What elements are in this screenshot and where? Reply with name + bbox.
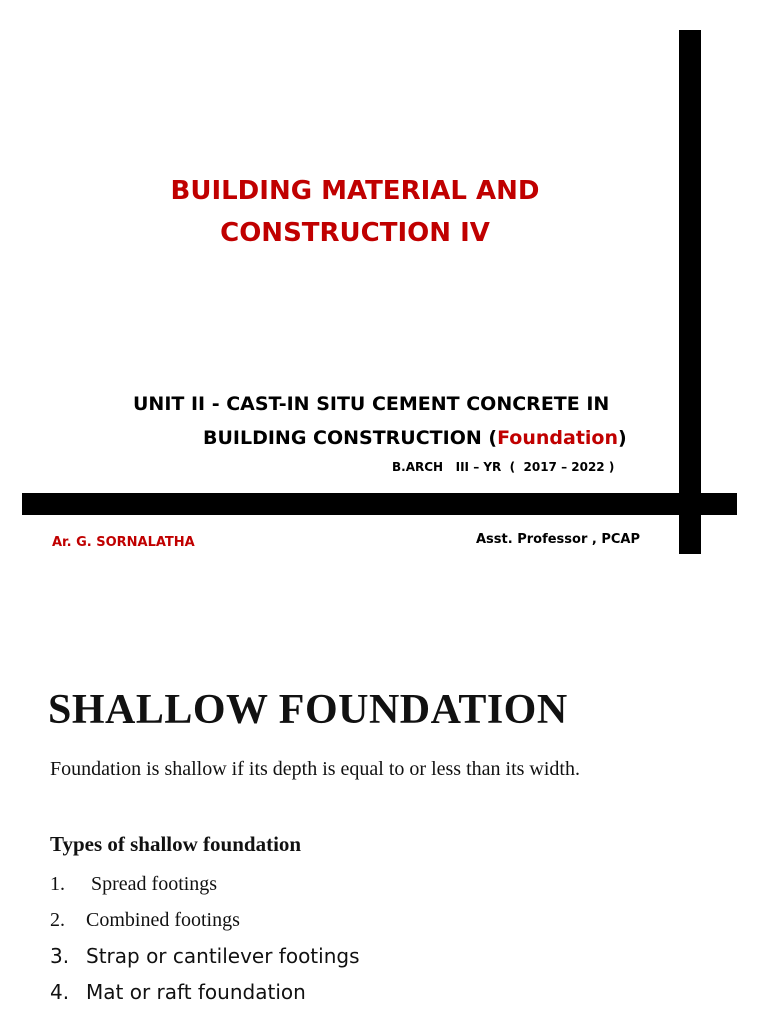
list-item-text: Strap or cantilever footings [86, 944, 360, 968]
unit-title-line-1: UNIT II - CAST-IN SITU CEMENT CONCRETE IN [133, 393, 610, 415]
slide-title-line-1: BUILDING MATERIAL AND [170, 176, 540, 206]
types-list [50, 866, 360, 1010]
unit-title-prefix: BUILDING CONSTRUCTION ( [203, 427, 498, 449]
section-description: Foundation is shallow if its depth is equal to or less than its width. [50, 758, 580, 780]
list-item-number: 3. [50, 944, 70, 968]
slide-title-line-2: CONSTRUCTION IV [220, 218, 490, 248]
course-info: B.ARCH III – YR ( 2017 – 2022 ) [392, 460, 615, 474]
list-item [50, 974, 360, 1010]
list-item-number: 1. [50, 873, 65, 895]
unit-title-suffix: ) [618, 427, 627, 449]
list-item [50, 938, 360, 974]
author-name: Ar. G. SORNALATHA [52, 535, 195, 550]
list-item [50, 866, 360, 902]
content-sheet [0, 660, 768, 1024]
list-item-text: Mat or raft foundation [86, 980, 306, 1004]
types-heading: Types of shallow foundation [50, 832, 302, 856]
section-heading: SHALLOW FOUNDATION [48, 687, 568, 733]
list-item-number: 2. [50, 909, 65, 931]
list-item-text: Combined footings [86, 909, 240, 931]
horizontal-divider-bar [22, 493, 737, 515]
list-item [50, 902, 360, 938]
list-item-number: 4. [50, 980, 70, 1004]
list-item-text: Spread footings [86, 873, 218, 895]
slide-title [40, 170, 670, 254]
unit-title-line-2 [203, 426, 627, 450]
unit-title-highlight: Foundation [497, 427, 618, 449]
vertical-divider-bar [679, 30, 701, 554]
author-role: Asst. Professor , PCAP [476, 532, 641, 547]
